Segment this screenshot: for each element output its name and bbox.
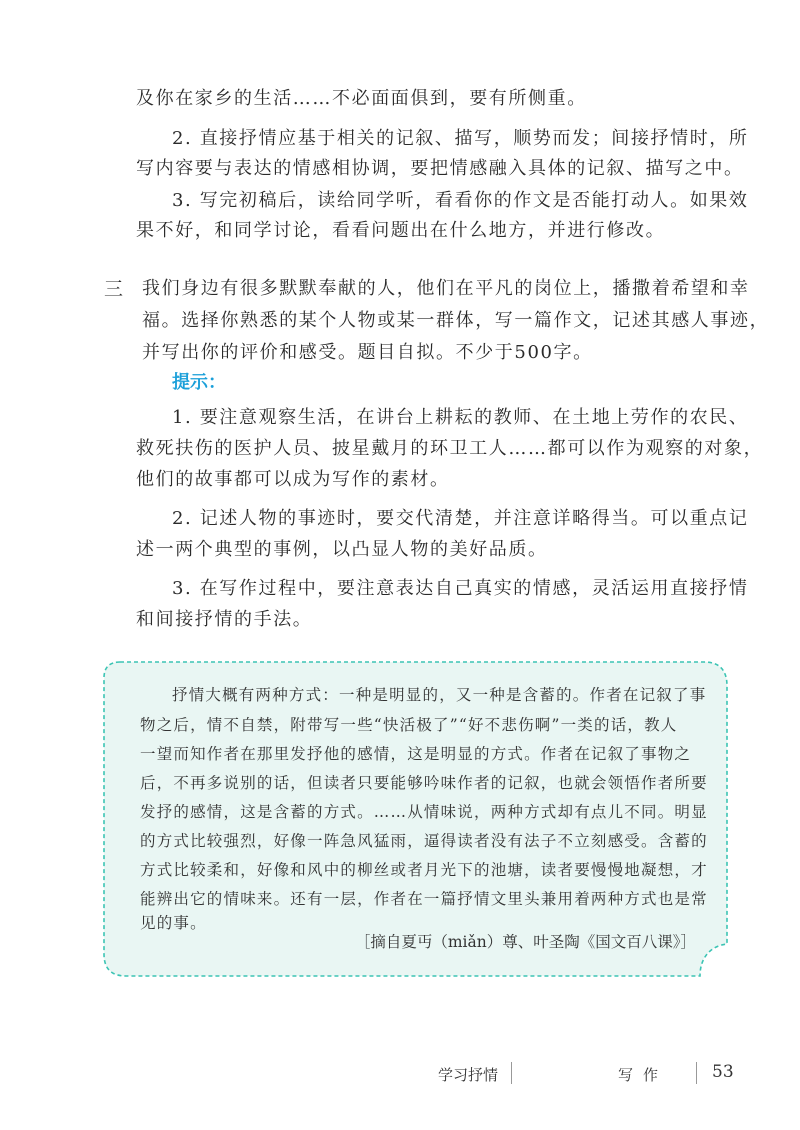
quote-line-2: 物之后，情不自禁，附带写一些“快活极了”“好不悲伤啊”一类的话，教人 bbox=[140, 716, 678, 734]
quote-line-9: 见的事。 bbox=[140, 914, 207, 932]
body-line-5: 果不好，和同学讨论，看看问题出在什么地方，并进行修改。 bbox=[136, 220, 666, 241]
tip-line-4: 2. 记述人物的事迹时，要交代清楚，并注意详略得当。可以重点记 bbox=[172, 508, 749, 529]
body-line-4: 3. 写完初稿后，读给同学听，看看你的作文是否能打动人。如果效 bbox=[172, 190, 749, 211]
quote-line-6: 的方式比较强烈，好像一阵急风猛雨，逼得读者没有法子不立刻感受。含蓄的 bbox=[140, 832, 708, 850]
tip-line-3: 他们的故事都可以成为写作的素材。 bbox=[136, 469, 450, 490]
footer-divider bbox=[696, 1062, 697, 1084]
page-number: 53 bbox=[712, 1062, 734, 1082]
tips-heading: 提示： bbox=[172, 372, 226, 393]
footer-divider bbox=[511, 1062, 512, 1084]
quote-source: ［摘自夏丏（miǎn）尊、叶圣陶《国文百八课》］ bbox=[354, 933, 696, 951]
prompt-line-3: 并写出你的评价和感受。题目自拟。不少于500字。 bbox=[142, 342, 593, 363]
quote-line-1: 抒情大概有两种方式：一种是明显的，又一种是含蓄的。作者在记叙了事 bbox=[172, 686, 707, 704]
body-line-3: 写内容要与表达的情感相协调，要把情感融入具体的记叙、描写之中。 bbox=[136, 158, 744, 179]
prompt-line-2: 福。选择你熟悉的某个人物或某一群体，写一篇作文，记述其感人事迹， bbox=[142, 310, 770, 331]
quote-line-5: 发抒的感情，这是含蓄的方式。……从情味说，两种方式却有点儿不同。明显 bbox=[140, 803, 708, 821]
footer-chapter: 写作 bbox=[618, 1066, 669, 1084]
section-number: 三 bbox=[104, 278, 124, 300]
body-line-2: 2. 直接抒情应基于相关的记叙、描写，顺势而发；间接抒情时，所 bbox=[172, 128, 749, 149]
prompt-line-1: 我们身边有很多默默奉献的人，他们在平凡的岗位上，播撒着希望和幸 bbox=[142, 278, 750, 299]
quote-line-7: 方式比较柔和，好像和风中的柳丝或者月光下的池塘，读者要慢慢地凝想，才 bbox=[140, 861, 708, 879]
quote-line-4: 后，不再多说别的话，但读者只要能够吟味作者的记叙，也就会领悟作者所要 bbox=[140, 774, 708, 792]
tip-line-6: 3. 在写作过程中，要注意表达自己真实的情感，灵活运用直接抒情 bbox=[172, 578, 749, 599]
quote-line-3: 一望而知作者在那里发抒他的感情，这是明显的方式。作者在记叙了事物之 bbox=[140, 745, 692, 763]
body-line-1: 及你在家乡的生活……不必面面俱到，要有所侧重。 bbox=[136, 88, 587, 109]
tip-line-5: 述一两个典型的事例，以凸显人物的美好品质。 bbox=[136, 539, 548, 560]
footer-section-title: 学习抒情 bbox=[438, 1066, 499, 1084]
quote-line-8: 能辨出它的情味来。还有一层，作者在一篇抒情文里头兼用着两种方式也是常 bbox=[140, 890, 708, 908]
tip-line-1: 1. 要注意观察生活，在讲台上耕耘的教师、在土地上劳作的农民、 bbox=[172, 407, 749, 428]
tip-line-2: 救死扶伤的医护人员、披星戴月的环卫工人……都可以作为观察的对象， bbox=[136, 438, 764, 459]
tip-line-7: 和间接抒情的手法。 bbox=[136, 609, 313, 630]
